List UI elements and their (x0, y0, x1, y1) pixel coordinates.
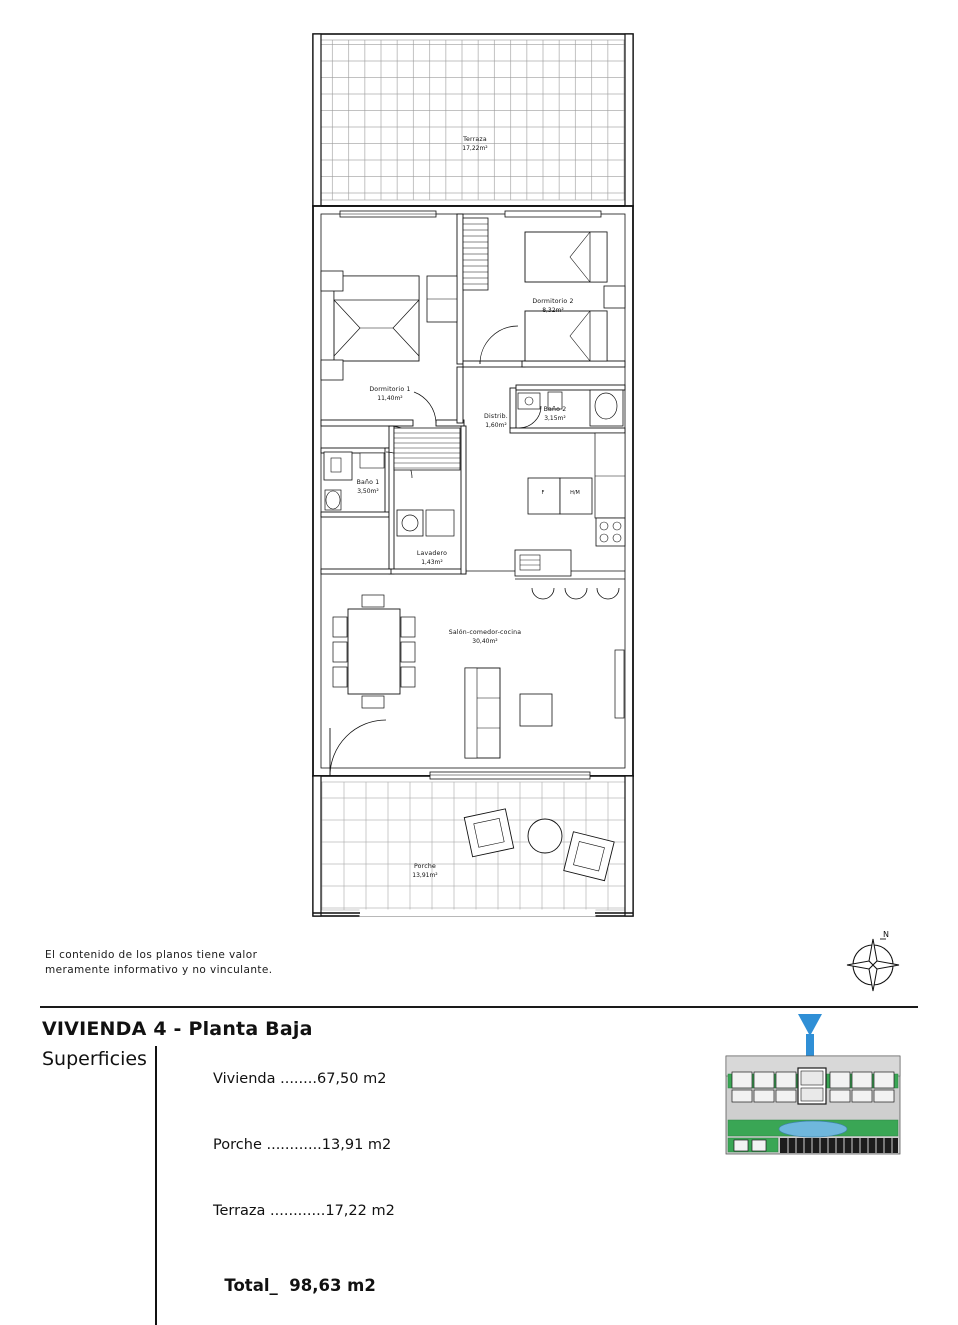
room-area-lavadero: 1,43m² (421, 559, 443, 566)
surface-value-terraza: 17,22 m2 (325, 1203, 395, 1220)
room-area-bano-2: 3,15m² (544, 415, 566, 422)
surface-label-terraza: Terraza (213, 1203, 266, 1220)
surface-label-porche: Porche (213, 1137, 262, 1154)
room-area-dormitorio-2: 8,32m² (542, 307, 564, 314)
room-label-bano-1: Baño 1 (356, 479, 380, 486)
room-label-dormitorio-2: Dormitorio 2 (532, 298, 574, 305)
room-area-dormitorio-1: 11,40m² (377, 395, 403, 402)
room-area-salon-comedor-cocina: 30,40m² (472, 638, 498, 645)
disclaimer-line-2: meramente informativo y no vinculante. (45, 964, 273, 977)
room-area-distribuidor: 1,60m² (485, 422, 507, 429)
room-label-distribuidor: Distrib. (484, 413, 508, 420)
oven-microwave-marker-label: H/M (570, 490, 580, 496)
surfaces-block (42, 1046, 472, 1325)
floor-plan-drawing (300, 28, 645, 923)
room-label-terraza-top: Terraza (463, 136, 487, 143)
surface-label-vivienda: Vivienda (213, 1071, 276, 1088)
disclaimer-line-1: El contenido de los planos tiene valor (45, 949, 258, 961)
footer-divider (40, 1006, 918, 1008)
room-label-bano-2: Baño 2 (543, 406, 567, 413)
page-title: VIVIENDA 4 - Planta Baja (42, 1018, 313, 1040)
room-area-bano-1: 3,50m² (357, 488, 379, 495)
compass-north-label: N (883, 930, 889, 939)
surface-row-total (167, 1244, 395, 1325)
room-label-lavadero: Lavadero (416, 550, 448, 557)
disclaimer-text (45, 948, 345, 978)
site-key-plan (718, 1012, 908, 1162)
surface-row-porche (167, 1112, 395, 1178)
room-label-salon-comedor-cocina: Salón-comedor-cocina (448, 629, 522, 636)
surface-value-porche: 13,91 m2 (321, 1137, 392, 1154)
room-label-dormitorio-1: Dormitorio 1 (369, 386, 411, 393)
room-area-porche: 13,91m² (412, 872, 438, 879)
surfaces-label: Superficies (42, 1048, 147, 1070)
surface-dots-vivienda: ........ (275, 1071, 317, 1088)
surface-dots-terraza: ............ (265, 1203, 326, 1220)
compass-rose (838, 925, 908, 995)
surfaces-list (155, 1046, 395, 1325)
location-marker-icon (798, 1014, 822, 1062)
surface-row-terraza (167, 1178, 395, 1244)
total-label: Total_ (224, 1275, 278, 1295)
surface-dots-porche: ............ (261, 1137, 322, 1154)
surface-row-vivienda (167, 1046, 395, 1112)
surface-value-vivienda: 67,50 m2 (316, 1071, 387, 1088)
fridge-marker-label: F (541, 490, 545, 496)
footer-info (42, 1018, 472, 1325)
room-area-terraza-top: 17,22m² (462, 145, 488, 152)
room-label-porche: Porche (413, 863, 437, 870)
total-value: 98,63 m2 (289, 1275, 376, 1295)
